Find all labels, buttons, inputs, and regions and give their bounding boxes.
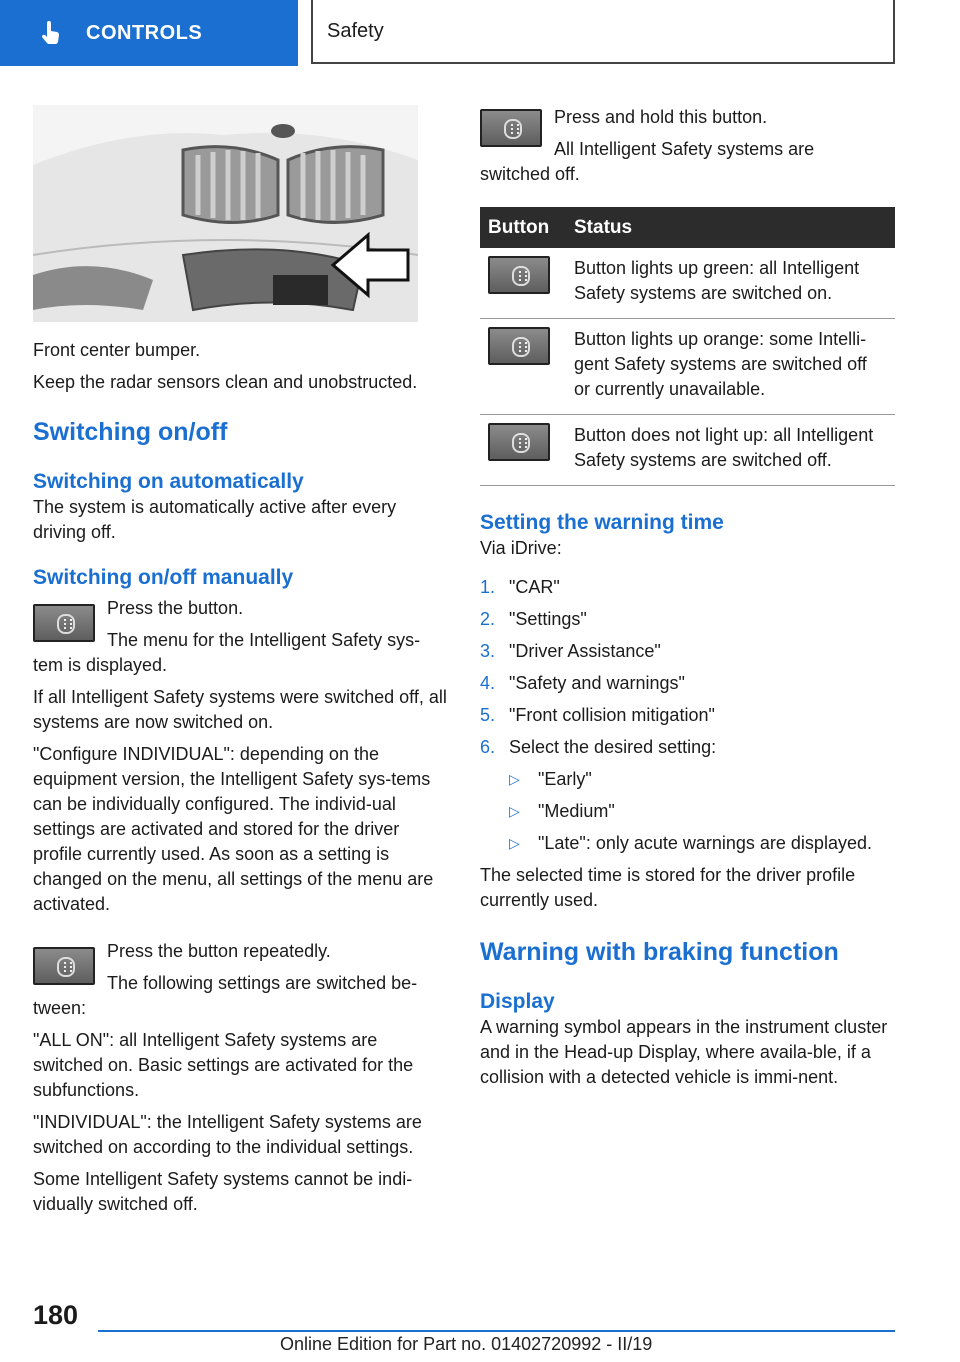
heading-warning-time: Setting the warning time xyxy=(480,511,724,534)
right-column xyxy=(480,105,895,1097)
left-column xyxy=(33,338,448,1224)
auto-text: The system is automatically active after every driving off. xyxy=(33,497,397,542)
heading-manual: Switching on/off manually xyxy=(33,566,294,589)
list-item: 1. "CAR" xyxy=(480,577,560,597)
status-cell: Button lights up green: all Intelligent Safety systems are switched on. xyxy=(566,248,895,319)
table-row xyxy=(480,248,895,319)
options-list xyxy=(480,767,895,856)
configure-text: "Configure INDIVIDUAL": depending on the equipment version, the Intelligent Safety sys-tems can be individually configured. The individ-ual settings are activated and stored for the driver profile currently used. As soon as a setting is changed on the menu, all settings of the menu are activated. xyxy=(33,744,434,914)
heading-display: Display xyxy=(480,990,555,1013)
list-item: 2. "Settings" xyxy=(480,609,587,629)
list-item: ▷ "Late": only acute warnings are displayed. xyxy=(480,831,895,856)
some-systems-text: Some Intelligent Safety systems cannot be indi-vidually switched off. xyxy=(33,1169,413,1214)
heading-auto: Switching on automatically xyxy=(33,470,304,493)
all-on-setting: "ALL ON": all Intelligent Safety systems are switched on. Basic settings are activated for the subfunctions. xyxy=(33,1030,414,1100)
press-block-1 xyxy=(33,596,448,653)
display-text: A warning symbol appears in the instrument cluster and in the Head-up Display, where availa-ble, if a collision with a detected vehicle is immi-nent. xyxy=(480,1017,888,1087)
safety-button-icon xyxy=(33,947,95,985)
list-item: ▷ "Medium" xyxy=(480,799,895,824)
list-item: 3. "Driver Assistance" xyxy=(480,641,661,661)
press-repeat-settings: The following settings are switched be- xyxy=(107,973,418,993)
press-text: Press the button. xyxy=(107,598,244,618)
via-idrive: Via iDrive: xyxy=(480,538,562,558)
bumper-photo xyxy=(33,105,418,322)
footer-divider xyxy=(98,1330,895,1332)
list-item: ▷ "Early" xyxy=(480,767,895,792)
all-on-text: If all Intelligent Safety systems were switched off, all systems are now switched on. xyxy=(33,687,447,732)
status-cell: Button lights up orange: some Intelli-gent Safety systems are switched off or currently unavailable. xyxy=(566,319,895,415)
page-header xyxy=(0,0,960,66)
stored-text: The selected time is stored for the driver profile currently used. xyxy=(480,865,856,910)
safety-button-icon xyxy=(488,423,550,461)
press-block-2 xyxy=(33,939,448,996)
hold-off-text: All Intelligent Safety systems are xyxy=(554,139,815,159)
photo-caption: Front center bumper. xyxy=(33,340,201,360)
heading-braking: Warning with braking function xyxy=(480,938,839,966)
section-tab xyxy=(0,0,298,66)
safety-button-icon xyxy=(488,327,550,365)
section-tab-label: CONTROLS xyxy=(86,21,203,44)
hand-pointer-icon xyxy=(38,20,64,46)
list-item: 5. "Front collision mitigation" xyxy=(480,705,715,725)
press-repeat-settings-cont: tween: xyxy=(33,998,87,1018)
triangle-bullet-icon: ▷ xyxy=(509,835,520,851)
press-repeat-text: Press the button repeatedly. xyxy=(107,941,331,961)
safety-button-icon xyxy=(33,604,95,642)
individual-setting: "INDIVIDUAL": the Intelligent Safety systems are switched on according to the individual settings. xyxy=(33,1112,422,1157)
list-item: 4. "Safety and warnings" xyxy=(480,673,685,693)
photo-caption-note: Keep the radar sensors clean and unobstructed. xyxy=(33,372,418,392)
heading-switching: Switching on/off xyxy=(33,418,228,446)
press-menu-text: The menu for the Intelligent Safety sys- xyxy=(107,630,421,650)
hold-block xyxy=(480,105,895,162)
page-title: Safety xyxy=(327,19,384,42)
table-header xyxy=(480,207,895,248)
page-title-tab xyxy=(311,0,895,64)
hold-off-text-cont: switched off. xyxy=(480,164,580,184)
status-table xyxy=(480,207,895,486)
safety-button-icon xyxy=(480,109,542,147)
footer-edition: Online Edition for Part no. 01402720992 - II/19 xyxy=(280,1334,653,1354)
table-row xyxy=(480,415,895,486)
list-item: 6. Select the desired setting: xyxy=(480,737,717,757)
steps-list xyxy=(480,575,895,760)
table-row xyxy=(480,319,895,415)
triangle-bullet-icon: ▷ xyxy=(509,803,520,819)
press-menu-text-cont: tem is displayed. xyxy=(33,655,168,675)
safety-button-icon xyxy=(488,256,550,294)
col-status-header: Status xyxy=(566,207,895,248)
page-number: 180 xyxy=(33,1300,79,1330)
triangle-bullet-icon: ▷ xyxy=(509,771,520,787)
status-cell: Button does not light up: all Intelligent Safety systems are switched off. xyxy=(566,415,895,486)
col-button-header: Button xyxy=(480,207,566,248)
hold-text: Press and hold this button. xyxy=(554,107,768,127)
